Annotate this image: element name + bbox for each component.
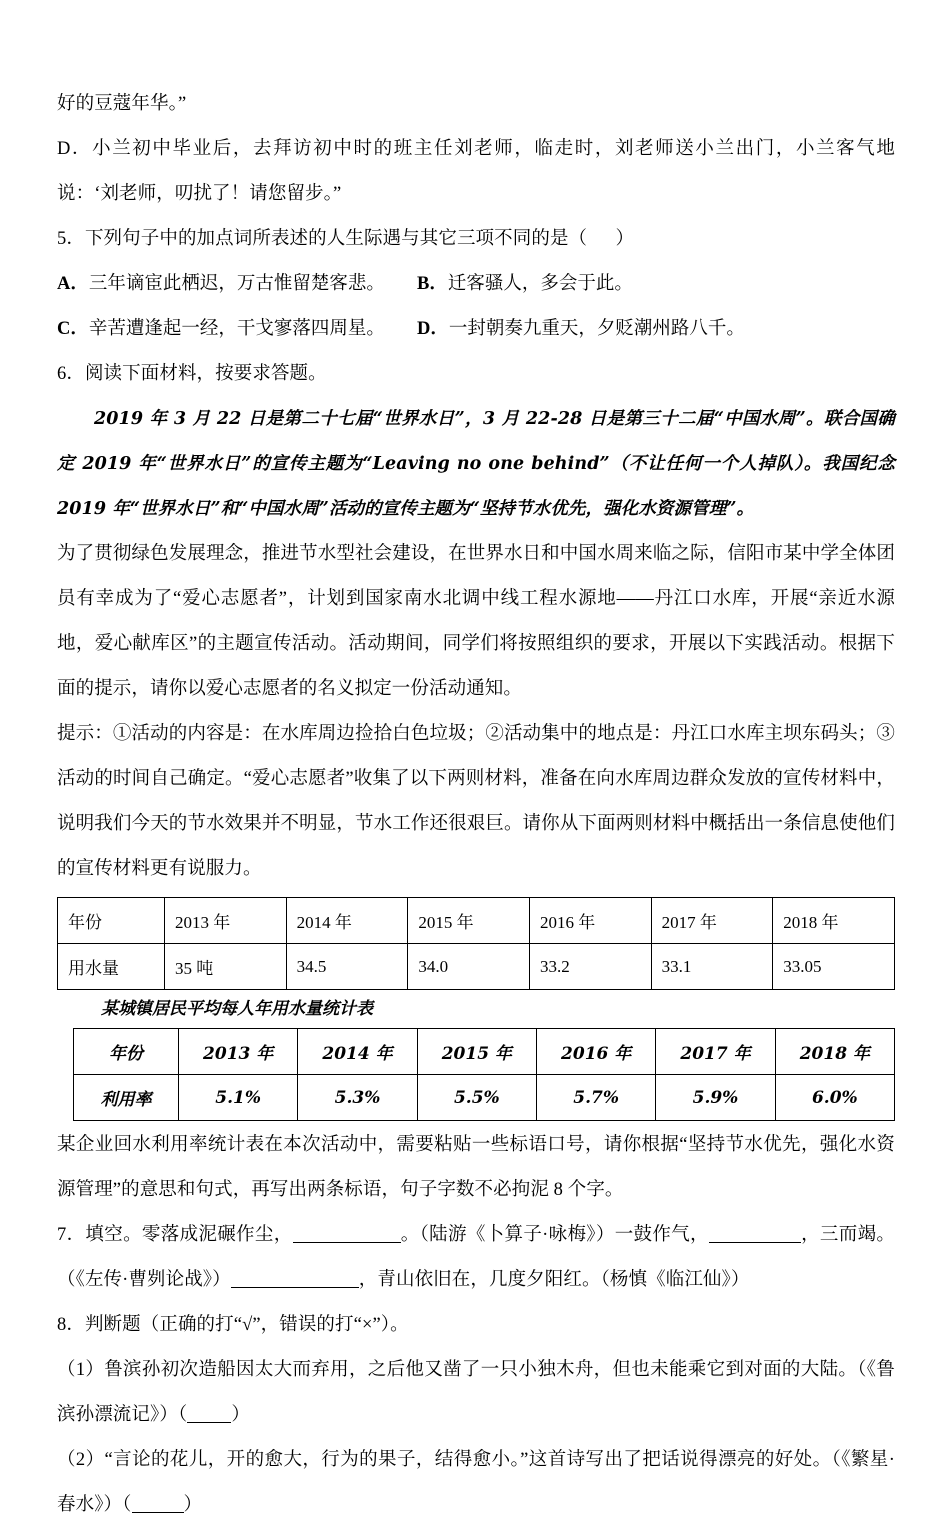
page-content <box>57 82 902 1528</box>
question-5-options-row-1 <box>57 262 895 307</box>
question-8-item-1-text: 鲁滨孙初次造船因太大而弃用，之后他又凿了一只小独木舟，但也未能乘它到对面的大陆。（《鲁滨孙漂流记》） <box>57 1360 895 1425</box>
question-8-item-2 <box>57 1438 895 1528</box>
question-7-number: 7． <box>57 1225 86 1245</box>
question-5-option-d-label: D． <box>417 319 449 339</box>
table-cell: 2014 年 <box>286 898 408 944</box>
table-cell: 6.0% <box>775 1075 894 1121</box>
question-5-option-a-text: 三年谪宦此栖迟，万古惟留楚客悲。 <box>88 274 385 294</box>
table-cell: 2017 年 <box>651 898 773 944</box>
question-8-item-1-answer[interactable] <box>178 1405 250 1425</box>
question-8-item-2-label: （2） <box>57 1450 105 1470</box>
question-8-number: 8． <box>57 1315 85 1335</box>
table-cell-header-usage: 用水量 <box>58 944 165 990</box>
question-7-part-1: 填空。零落成泥碾作尘， <box>85 1225 293 1245</box>
question-5-option-b-label: B． <box>417 274 448 294</box>
question-5-number: 5． <box>57 229 85 249</box>
question-7-blank-2[interactable] <box>709 1242 801 1243</box>
question-7-blank-1[interactable] <box>293 1242 401 1243</box>
question-5-options-row-2 <box>57 307 895 352</box>
question-5-option-c <box>57 307 417 352</box>
table-cell: 34.0 <box>408 944 530 990</box>
question-7-part-4: ，青山依旧在，几度夕阳红。（杨慎《临江仙》） <box>358 1270 750 1290</box>
question-7 <box>57 1213 900 1303</box>
question-7-blank-3[interactable] <box>231 1287 359 1288</box>
question-5-stem <box>57 217 895 262</box>
table-cell: 2016 年 <box>536 1029 655 1075</box>
table-cell: 33.05 <box>773 944 895 990</box>
table-cell: 2016 年 <box>529 898 651 944</box>
question-8-item-2-paren-close: ） <box>183 1495 203 1515</box>
table-cell: 2018 年 <box>773 898 895 944</box>
table-row <box>58 944 895 990</box>
question-6-number: 6． <box>57 364 85 384</box>
table-cell-header-rate: 利用率 <box>74 1075 179 1121</box>
question-6-para-3: 提示：①活动的内容是：在水库周边捡拾白色垃圾；②活动集中的地点是：丹江口水库主坝东码头；③活动的时间自己确定。“爱心志愿者”收集了以下两则材料，准备在向水库周边群众发放的宣传材料中，说明我们今天的节水效果并不明显，节水工作还很艰巨。请你从下面两则材料中概括出一条信息使他们的宣传材料更有说服力。 <box>57 724 895 879</box>
table-cell: 2015 年 <box>408 898 530 944</box>
table-row <box>74 1029 895 1075</box>
reuse-rate-table <box>73 1028 895 1121</box>
question-5-option-d <box>417 319 745 339</box>
question-5-stem-text: 下列句子中的加点词所表述的人生际遇与其它三项不同的是（ ） <box>84 229 635 249</box>
question-8-item-1-paren-open: （ <box>177 1405 188 1425</box>
table-cell: 2013 年 <box>179 1029 298 1075</box>
question-8-item-1-blank[interactable] <box>187 1422 231 1423</box>
question-5-option-b <box>417 274 633 294</box>
question-5-option-d-text: 一封朝奏九重天，夕贬潮州路八千。 <box>448 319 745 339</box>
table-cell: 33.1 <box>651 944 773 990</box>
question-7-part-3: ，三而竭。 （《左传·曹刿论战》） <box>57 1225 900 1290</box>
table-cell: 33.2 <box>529 944 651 990</box>
question-8-item-1-paren-close: ） <box>231 1405 250 1425</box>
question-8-item-2-blank[interactable] <box>132 1512 184 1513</box>
table-cell: 2014 年 <box>298 1029 417 1075</box>
question-6-stem-text: 阅读下面材料，按要求答题。 <box>84 364 327 384</box>
paragraph-option-d-prev: D．小兰初中毕业后，去拜访初中时的班主任刘老师，临走时，刘老师送小兰出门，小兰客气地说：‘刘老师，叨扰了！请您留步。” <box>57 139 895 204</box>
question-5-option-a <box>57 262 417 307</box>
question-6-para-2: 为了贯彻绿色发展理念，推进节水型社会建设，在世界水日和中国水周来临之际，信阳市某中学全体团员有幸成为了“爱心志愿者”，计划到国家南水北调中线工程水源地——丹江口水库，开展“亲近水源地，爱心献库区”的主题宣传活动。活动期间，同学们将按照组织的要求，开展以下实践活动。根据下面的提示，请你以爱心志愿者的名义拟定一份活动通知。 <box>57 544 895 699</box>
table-cell: 2015 年 <box>417 1029 536 1075</box>
table-cell-header-year: 年份 <box>58 898 165 944</box>
question-5-option-b-text: 迁客骚人，多会于此。 <box>447 274 633 294</box>
question-8-stem-text: 判断题（正确的打“√”，错误的打“×”）。 <box>84 1315 409 1335</box>
table-cell: 5.9% <box>656 1075 775 1121</box>
table-cell: 2018 年 <box>775 1029 894 1075</box>
water-usage-table <box>57 897 895 990</box>
question-8-item-2-text: “言论的花儿，开的愈大，行为的果子，结得愈小。”这首诗写出了把话说得漂亮的好处。（《繁星·春水》）（ <box>57 1450 895 1515</box>
table-cell: 5.7% <box>536 1075 655 1121</box>
table-cell: 5.1% <box>179 1075 298 1121</box>
question-8-stem <box>57 1303 895 1348</box>
table-cell-header-year: 年份 <box>74 1029 179 1075</box>
table-cell: 5.5% <box>417 1075 536 1121</box>
table-row <box>58 898 895 944</box>
table-cell: 35 吨 <box>165 944 287 990</box>
question-6-para-4: 某企业回水利用率统计表在本次活动中，需要粘贴一些标语口号，请你根据“坚持节水优先，强化水资源管理”的意思和句式，再写出两条标语，句子字数不必拘泥 8 个字。 <box>57 1135 895 1200</box>
table-cell: 34.5 <box>286 944 408 990</box>
table-row <box>74 1075 895 1121</box>
paragraph-prev-tail: 好的豆蔻年华。” <box>57 94 187 114</box>
question-5-option-c-text: 辛苦遭逢起一经，干戈寥落四周星。 <box>88 319 385 339</box>
question-5-option-c-label: C． <box>57 319 89 339</box>
table-caption-water-usage: 某城镇居民平均每人年用水量统计表 <box>101 999 373 1019</box>
question-6-material-para-1: 2019 年 3 月 22 日是第二十七届“世界水日”，3 月 22-28 日是第三十二届“中国水周”。联合国确定 2019 年“世界水日”的宣传主题为“Leaving no one behind”（不让任何一个人掉队）。我国纪念 2019 年“世界水日”和“中国水周”活动的宣传主题为“坚持节水优先，强化水资源管理”。 <box>57 409 902 519</box>
table-cell: 5.3% <box>298 1075 417 1121</box>
question-5-option-a-label: A． <box>57 274 89 294</box>
question-6-stem <box>57 352 895 397</box>
question-7-part-2: 。（陆游《卜算子·咏梅》）一鼓作气， <box>400 1225 709 1245</box>
question-8-item-1-label: （1） <box>57 1360 105 1380</box>
table-cell: 2017 年 <box>656 1029 775 1075</box>
question-8-item-1 <box>57 1348 895 1438</box>
table-cell: 2013 年 <box>165 898 287 944</box>
